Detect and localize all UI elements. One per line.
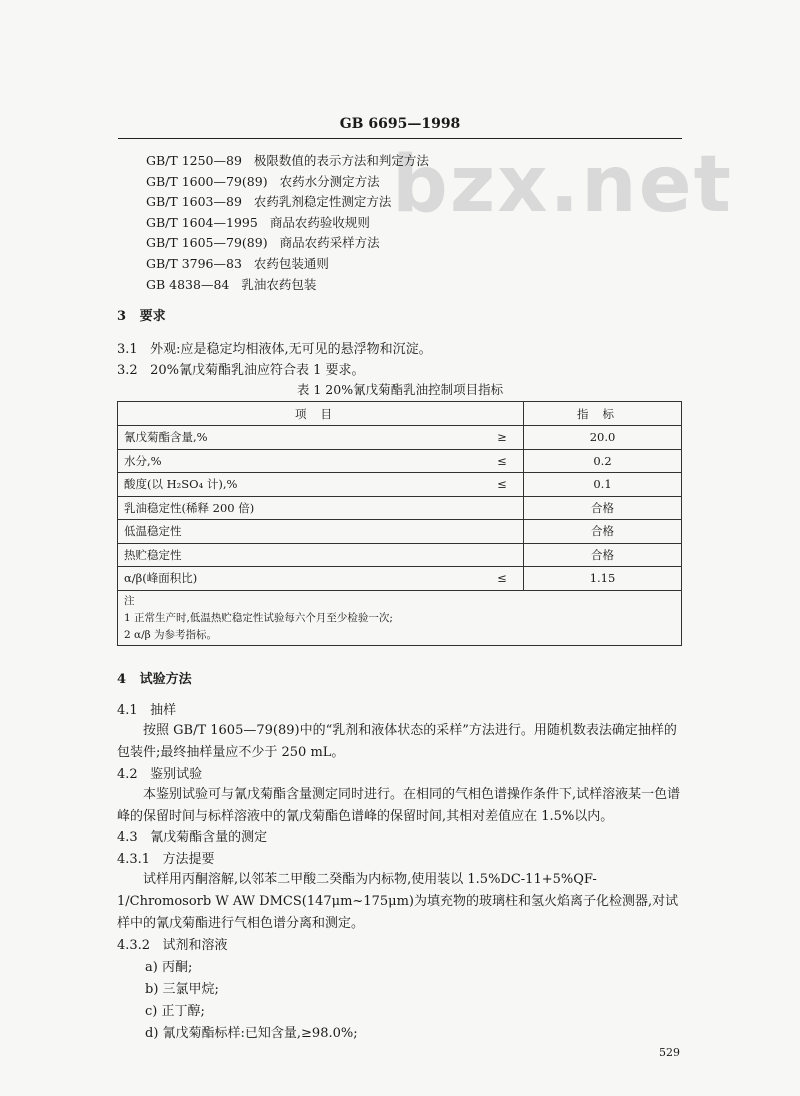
row-value: 合格 [524,496,682,520]
clause-number: 4.3 [117,830,138,845]
clause-number: 3.1 [117,342,138,357]
row-value: 合格 [524,520,682,544]
clause-number: 3.2 [117,363,138,378]
reagent-item: d) 氰戊菊酯标样:已知含量,≥98.0%; [145,1026,358,1041]
clause-number: 4.3.2 [117,938,151,953]
reference-item [146,275,429,296]
section-title: 要求 [139,309,166,324]
column-header-item: 项目 [118,402,524,426]
reference-item [146,213,429,234]
row-item: 水分,% [118,449,482,473]
reference-item [146,151,429,172]
header-rule [118,138,682,139]
row-symbol: ≥ [481,426,524,450]
reference-item [146,172,429,193]
row-symbol: ≤ [481,567,524,591]
section-title: 试验方法 [139,672,192,687]
table-row [118,473,682,497]
row-symbol: ≤ [481,449,524,473]
table-row [118,567,682,591]
row-item: 低温稳定性 [118,520,482,544]
clause-number: 4.3.1 [117,852,151,867]
reagent-item: a) 丙酮; [145,960,193,975]
row-value: 0.1 [524,473,682,497]
section-4-heading [117,668,192,687]
clause-title: 试剂和溶液 [162,938,228,953]
table-row [118,543,682,567]
reagent-item: c) 正丁醇; [145,1004,205,1019]
spec-table [117,401,682,646]
clause-title: 氰戊菊酯含量的测定 [150,830,268,845]
row-symbol [481,496,524,520]
reference-code: GB/T 1604—1995 [146,214,258,230]
page-number: 529 [659,1046,680,1059]
clause-3-1 [117,338,432,357]
section-number: 3 [117,309,127,324]
row-item: 乳油稳定性(稀释 200 倍) [118,496,482,520]
reference-code: GB/T 3796—83 [146,255,242,271]
reference-item [146,254,429,275]
reference-title: 农药水分测定方法 [279,173,380,189]
row-value: 合格 [524,543,682,567]
table-notes-row [118,590,682,645]
clause-number: 4.2 [117,767,138,782]
clause-4-3-heading [117,826,267,845]
row-symbol [481,520,524,544]
clause-4-2-text: 本鉴别试验可与氰戊菊酯含量测定同时进行。在相同的气相色谱操作条件下,试样溶液某一色谱峰的保留时间与标样溶液中的氰戊菊酯色谱峰的保留时间,其相对差值应在 1.5%以内。 [117,787,681,824]
reference-code: GB 4838—84 [146,276,230,292]
reference-title: 农药乳剂稳定性测定方法 [253,194,392,210]
clause-text: 20%氰戊菊酯乳油应符合表 1 要求。 [150,363,365,378]
row-symbol: ≤ [481,473,524,497]
table-caption: 表 1 20%氰戊菊酯乳油控制项目指标 [296,382,504,397]
row-item: 氰戊菊酯含量,% [118,426,482,450]
clause-title: 方法提要 [162,852,215,867]
table-notes [118,590,682,645]
row-symbol [481,543,524,567]
table-row [118,520,682,544]
clause-3-2 [117,359,365,378]
row-item: 热贮稳定性 [118,543,482,567]
clause-4-3-1-heading [117,848,215,867]
reference-title: 商品农药采样方法 [279,235,380,251]
row-item: 酸度(以 H₂SO₄ 计),% [118,473,482,497]
watermark: bzx.net [392,140,733,230]
clause-4-3-1-text: 试样用丙酮溶解,以邻苯二甲酸二癸酯为内标物,使用装以 1.5%DC-11+5%QF-1/Chromosorb W AW DMCS(147μm~175μm)为填充物的玻璃柱和氢火焰离子化检测器,对试样中的氰戊菊酯进行气相色谱分离和测定。 [117,872,679,931]
table-row [118,496,682,520]
row-value: 0.2 [524,449,682,473]
reference-title: 乳油农药包装 [241,276,317,292]
clause-title: 抽样 [150,703,177,718]
row-value: 20.0 [524,426,682,450]
notes-title: 注 [124,594,135,607]
row-item: α/β(峰面积比) [118,567,482,591]
clause-text: 外观:应是稳定均相液体,无可见的悬浮物和沉淀。 [150,342,432,357]
table-row [118,426,682,450]
reference-code: GB/T 1605—79(89) [146,235,268,251]
reference-code: GB/T 1250—89 [146,153,242,168]
table-row [118,449,682,473]
note-item: 2 α/β 为参考指标。 [124,628,218,641]
reference-list [146,151,429,295]
reference-item [146,192,429,213]
clause-4-1-text: 按照 GB/T 1605—79(89)中的“乳剂和液体状态的采样”方法进行。用随机数表法确定抽样的包装件;最终抽样量应不少于 250 mL。 [117,723,677,760]
clause-title: 鉴别试验 [150,767,203,782]
clause-number: 4.1 [117,703,138,718]
reference-title: 农药包装通则 [253,255,329,271]
reagent-item: b) 三氯甲烷; [145,982,219,997]
column-header-value: 指标 [524,402,682,426]
reference-title: 极限数值的表示方法和判定方法 [253,153,429,168]
row-value: 1.15 [524,567,682,591]
note-item: 1 正常生产时,低温热贮稳定性试验每六个月至少检验一次; [124,611,393,624]
clause-4-2-heading [117,763,202,782]
reference-title: 商品农药验收规则 [269,214,370,230]
clause-4-1-heading [117,699,176,718]
section-3-heading [117,305,166,324]
reference-code: GB/T 1603—89 [146,194,242,210]
reference-item [146,233,429,254]
section-number: 4 [117,672,127,687]
page-header: GB 6695—1998 [339,116,461,132]
clause-4-3-2-heading [117,934,228,953]
table-header-row [118,402,682,426]
reference-code: GB/T 1600—79(89) [146,173,268,189]
